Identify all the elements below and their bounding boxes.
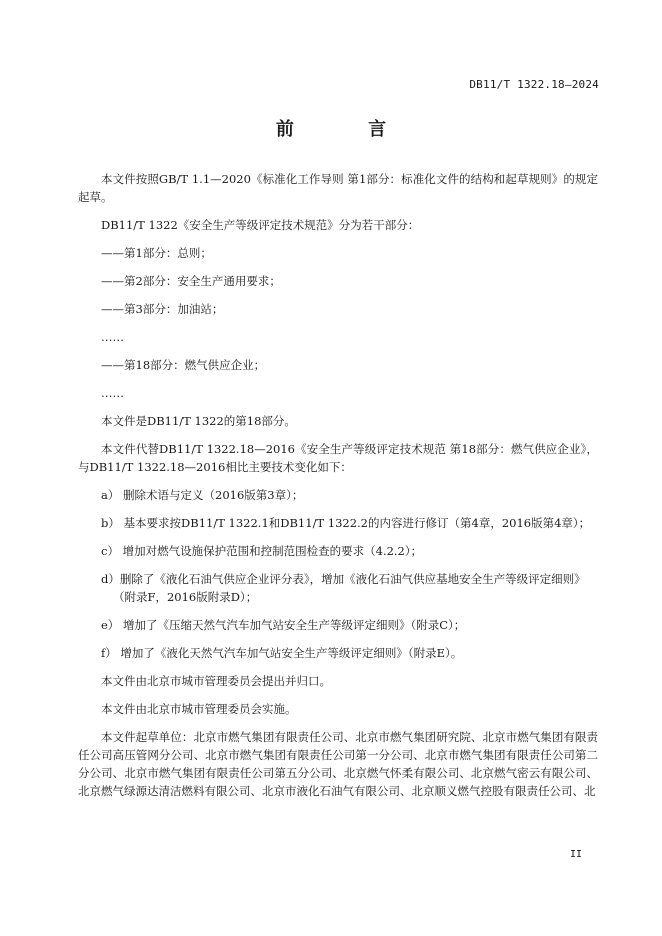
standard-code-header: DB11/T 1322.18—2024: [469, 78, 599, 91]
paragraph-series-intro: DB11/T 1322《安全生产等级评定技术规范》分为若干部分：: [101, 218, 420, 232]
foreword-body: [78, 170, 598, 810]
paragraph-implementer: 本文件由北京市城市管理委员会实施。: [101, 702, 297, 716]
paragraph-drafting-units: 本文件起草单位：北京市燃气集团有限责任公司、北京市燃气集团研究院、北京市燃气集团有限责任公司高压管网分公司、北京市燃气集团有限责任公司第一分公司、北京市燃气集团有限责任公司第二分公司、北京市燃气集团有限责任公司第五分公司、北京燃气怀柔有限公司、北京燃气密云有限公司、北京燃气绿源达清洁燃料有限公司、北京市液化石油气有限公司、北京顺义燃气控股有限责任公司、北: [78, 730, 598, 798]
part-list-ellipsis-2: ……: [101, 386, 124, 400]
change-item-a: a） 删除术语与定义（2016版第3章）；: [101, 488, 304, 502]
change-item-b: b） 基本要求按DB11/T 1322.1和DB11/T 1322.2的内容进行修订（第4章，2016版第4章）；: [101, 516, 591, 530]
paragraph-replaces: 本文件代替DB11/T 1322.18—2016《安全生产等级评定技术规范 第18部分：燃气供应企业》，与DB11/T 1322.18—2016相比主要技术变化如下：: [78, 442, 598, 474]
section-title: 前 言: [275, 119, 421, 140]
change-item-e: e） 增加了《压缩天然气汽车加气站安全生产等级评定细则》（附录C）；: [101, 618, 466, 632]
change-item-d: d）删除了《液化石油气供应企业评分表》，增加《液化石油气供应基地安全生产等级评定细则》（附录F，2016版附录D）；: [101, 572, 586, 604]
part-list-item-3: ——第3部分：加油站；: [101, 302, 224, 316]
page-number: II: [569, 849, 582, 860]
part-list-item-2: ——第2部分：安全生产通用要求；: [101, 274, 281, 288]
part-list-item-18: ——第18部分：燃气供应企业；: [101, 358, 266, 372]
paragraph-proposer: 本文件由北京市城市管理委员会提出并归口。: [101, 674, 331, 688]
paragraph-part-number: 本文件是DB11/T 1322的第18部分。: [101, 414, 296, 428]
change-item-c: c） 增加对燃气设施保护范围和控制范围检查的要求（4.2.2）；: [101, 544, 423, 558]
change-item-f: f） 增加了《液化天然气汽车加气站安全生产等级评定细则》（附录E）。: [101, 646, 463, 660]
part-list-ellipsis-1: ……: [101, 330, 124, 344]
paragraph-drafting-rules: 本文件按照GB/T 1.1—2020《标准化工作导则 第1部分：标准化文件的结构和起草规则》的规定起草。: [78, 172, 598, 204]
part-list-item-1: ——第1部分：总则；: [101, 246, 212, 260]
